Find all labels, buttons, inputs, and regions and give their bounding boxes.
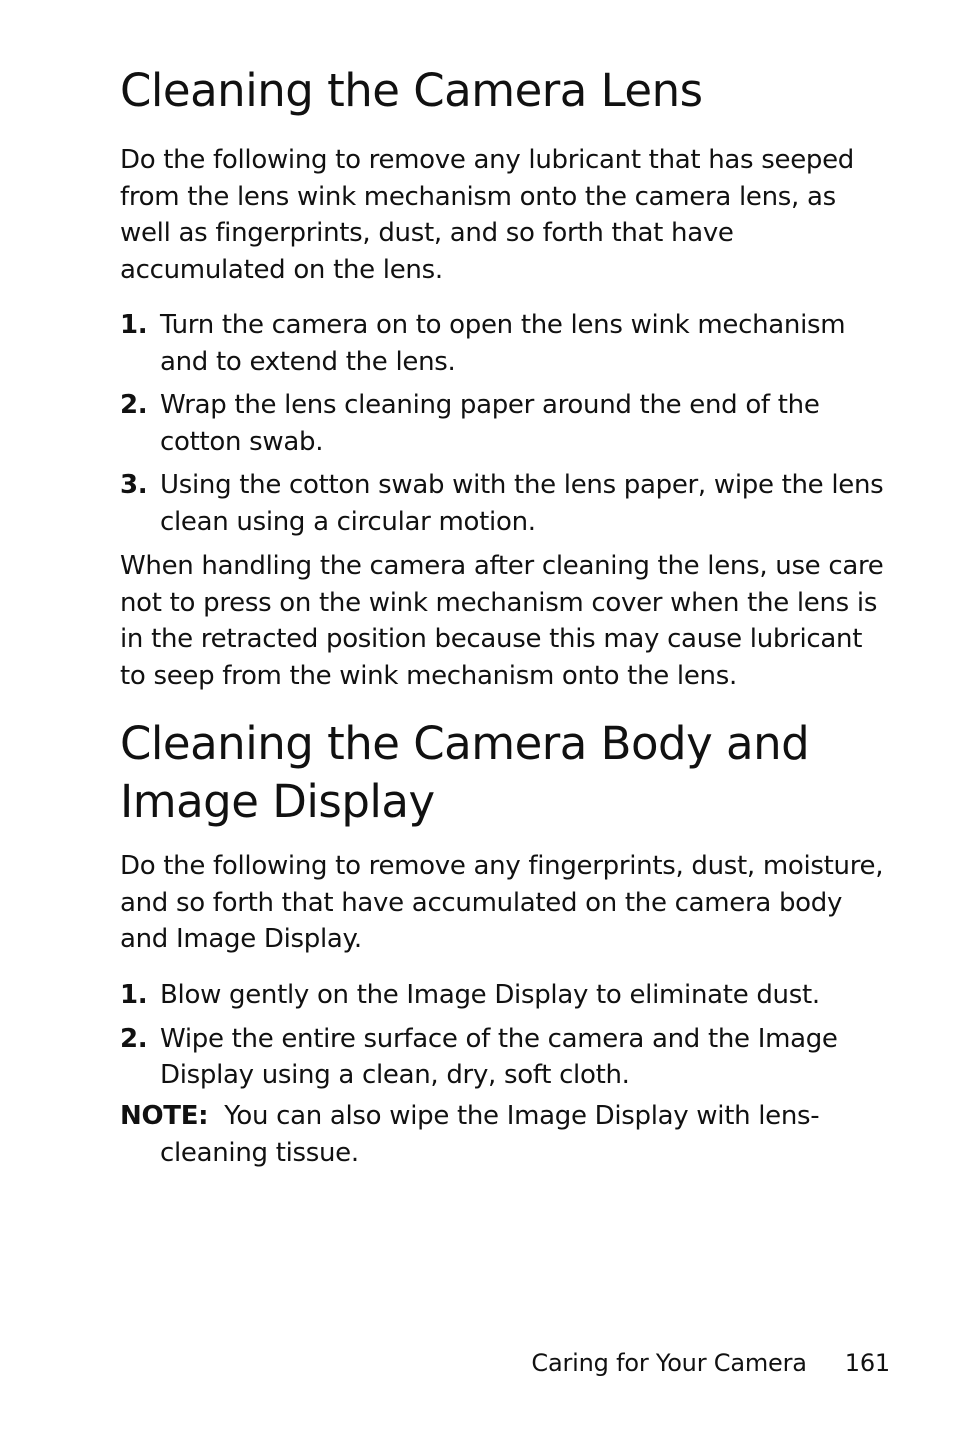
footer-chapter-title: Caring for Your Camera — [531, 1349, 807, 1377]
section1-intro: Do the following to remove any lubricant that has seeped from the lens wink mechanism onto the camera lens, as well as fingerprints, dust, and so forth that have accumulated on the lens. — [120, 145, 855, 285]
section1-steps — [120, 307, 890, 540]
section-title-line: Image Display — [120, 775, 435, 828]
step-number: 3. — [120, 470, 148, 500]
section-title-cleaning-lens: Cleaning the Camera Lens — [120, 64, 703, 117]
page-footer — [531, 1345, 890, 1381]
step-number: 2. — [120, 390, 148, 420]
list-item — [120, 467, 890, 540]
section-title-line: Cleaning the Camera Body and — [120, 717, 810, 770]
step-number: 2. — [120, 1023, 148, 1054]
section2-steps — [120, 977, 890, 1094]
step-text: Turn the camera on to open the lens wink mechanism and to extend the lens. — [160, 310, 846, 377]
step-number: 1. — [120, 310, 148, 340]
step-number: 1. — [120, 980, 148, 1010]
list-item — [120, 307, 890, 380]
note-label: NOTE: — [120, 1101, 209, 1131]
list-item — [120, 1021, 890, 1094]
list-item — [120, 387, 890, 460]
section-title-cleaning-body — [120, 715, 890, 831]
note — [120, 1098, 890, 1171]
list-item — [120, 977, 890, 1014]
step-text: Wipe the entire surface of the camera and the Image Display using a clean, dry, soft cloth. — [160, 1023, 838, 1090]
section1-closing: When handling the camera after cleaning the lens, use care not to press on the wink mechanism cover when the lens is in the retracted position because this may cause lubricant to seep from the wink mechanism onto the lens. — [120, 551, 884, 691]
note-text: You can also wipe the Image Display with lens-cleaning tissue. — [160, 1101, 820, 1168]
step-text: Blow gently on the Image Display to eliminate dust. — [160, 980, 820, 1010]
step-text: Using the cotton swab with the lens paper, wipe the lens clean using a circular motion. — [160, 470, 884, 537]
step-text: Wrap the lens cleaning paper around the end of the cotton swab. — [160, 390, 820, 457]
page-number: 161 — [844, 1349, 890, 1377]
note-block — [120, 1098, 890, 1171]
section1-closing-block — [120, 548, 890, 694]
section2-intro: Do the following to remove any fingerprints, dust, moisture, and so forth that have accumulated on the camera body and Image Display. — [120, 851, 884, 954]
section2-intro-block — [120, 848, 890, 958]
section1-intro-block — [120, 142, 890, 288]
